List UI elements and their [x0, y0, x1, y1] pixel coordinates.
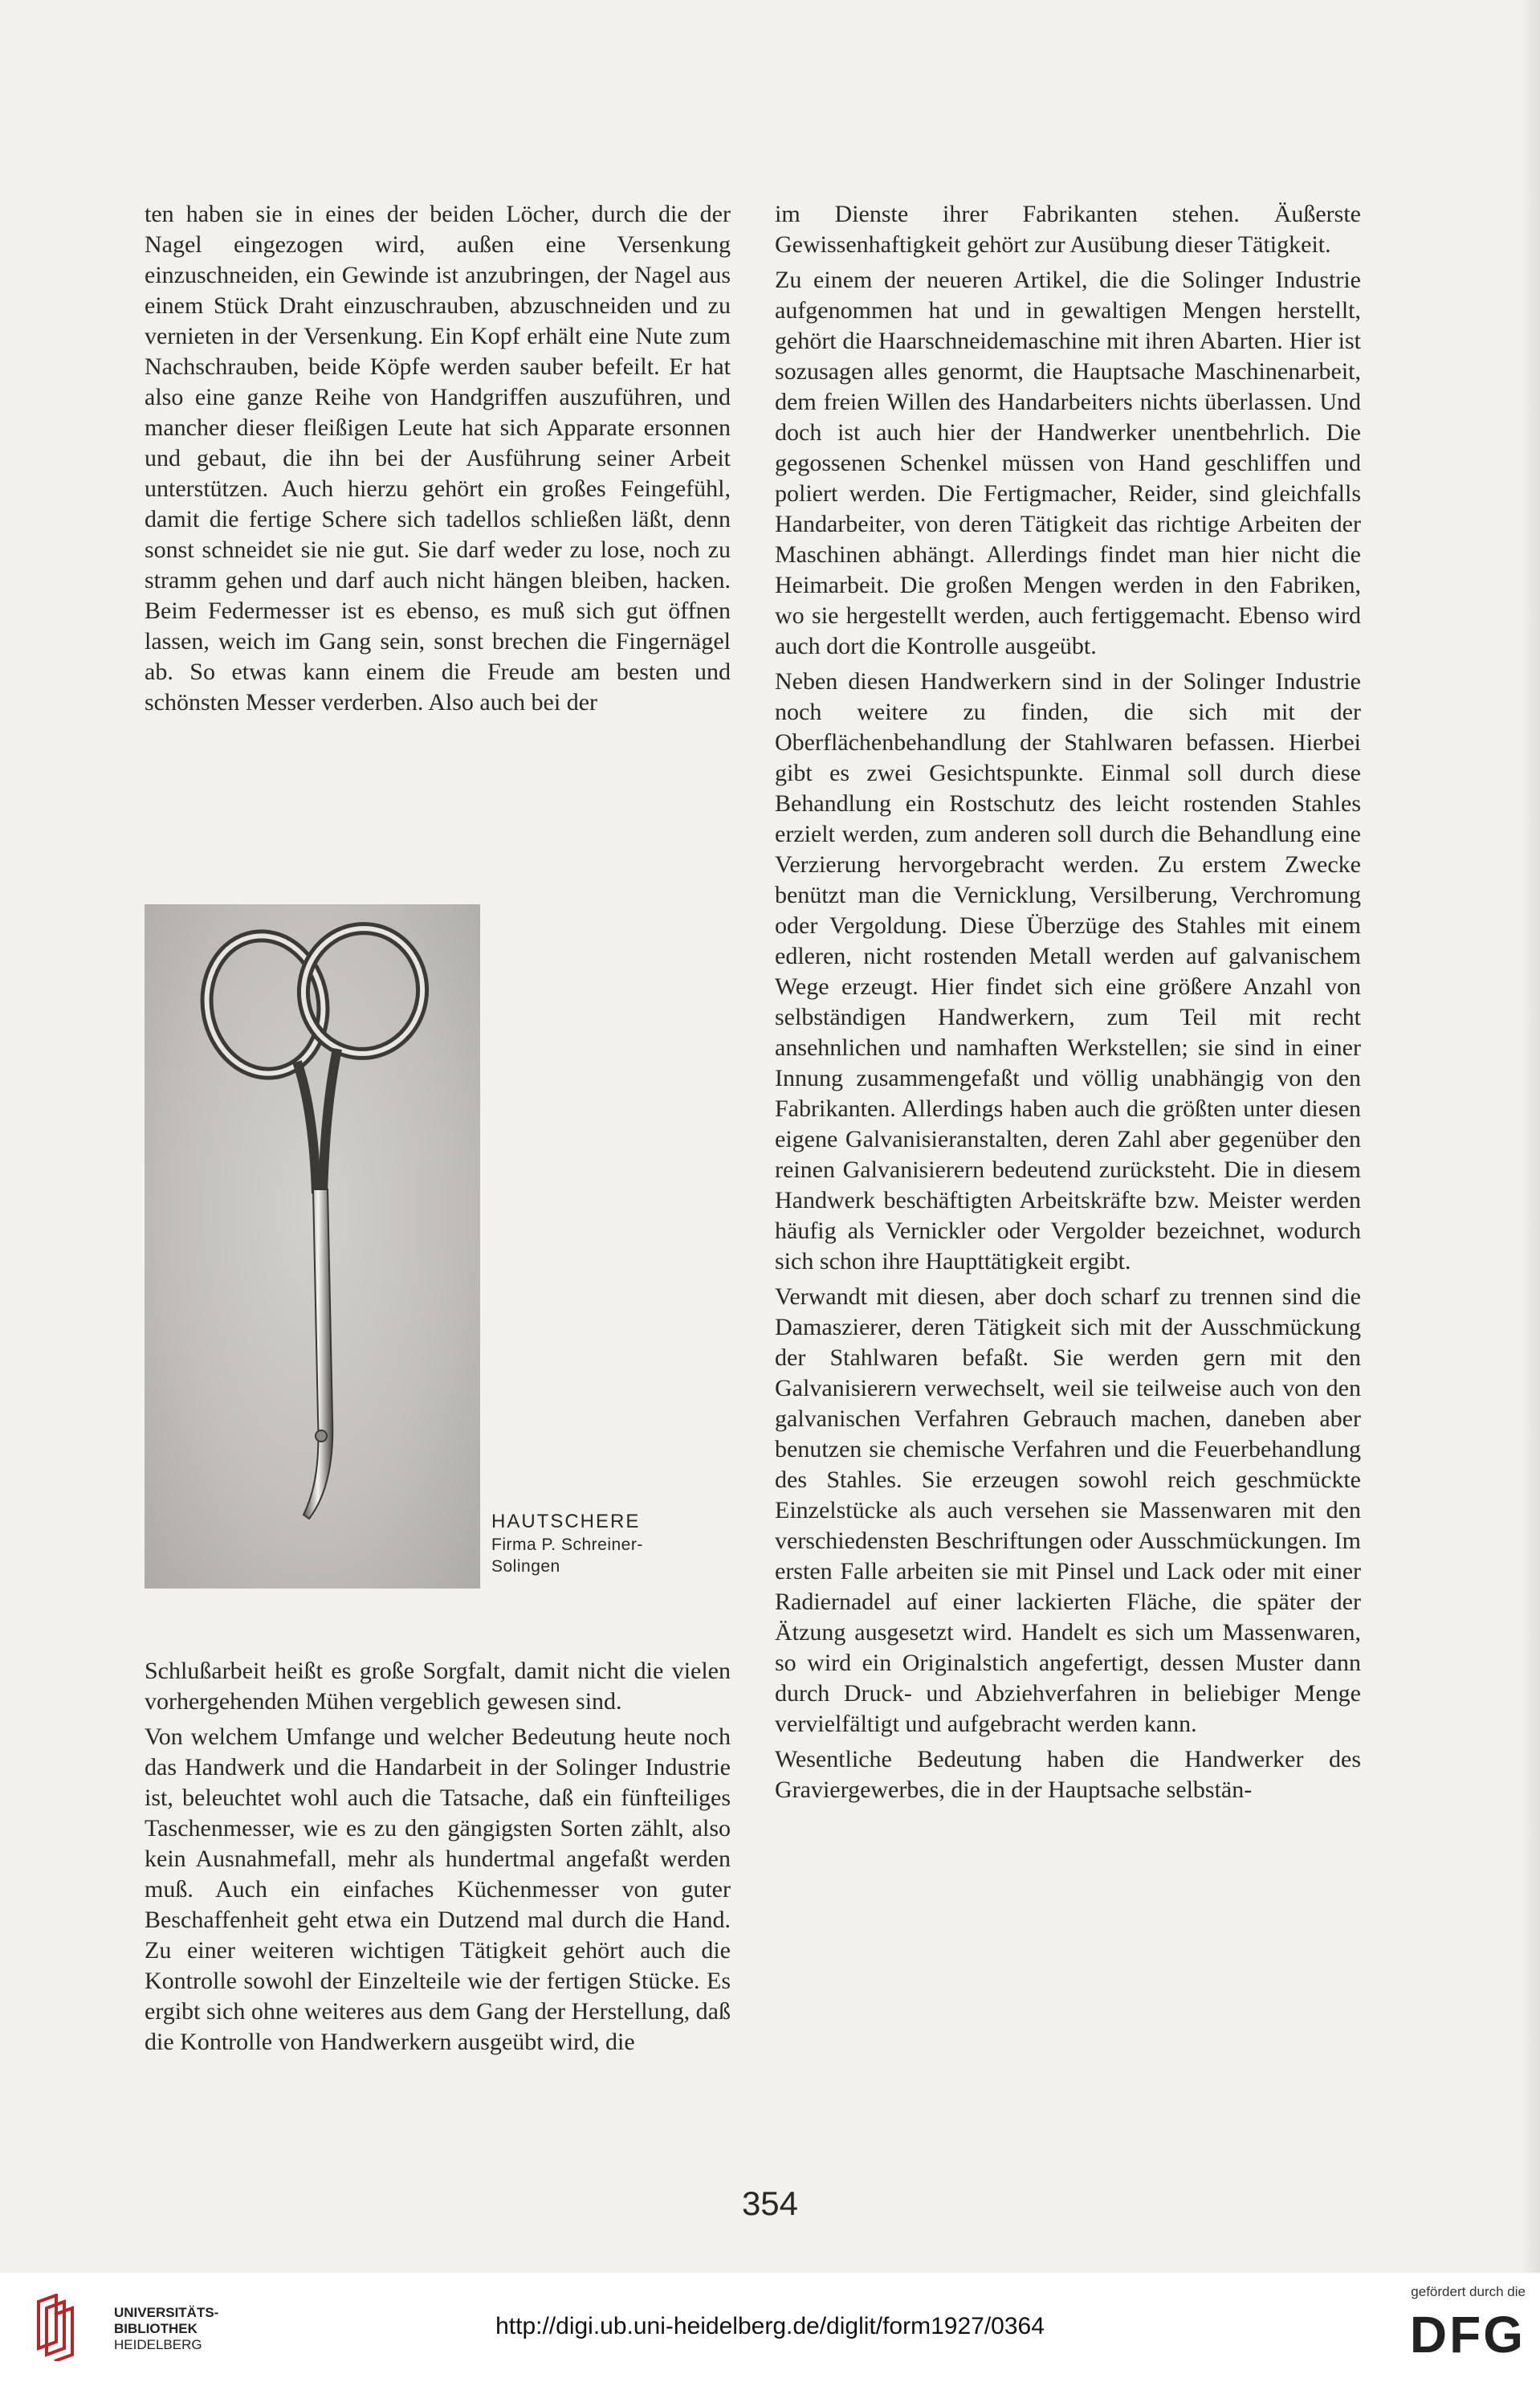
- funding-caption: gefördert durch die: [1411, 2284, 1526, 2299]
- caption-firm: Firma P. Schreiner-: [491, 1536, 643, 1554]
- caption-title: HAUTSCHERE: [491, 1511, 641, 1532]
- paragraph: Wesentliche Bedeutung haben die Handwerker des Graviergewerbes, die in der Hauptsache selbstän-: [775, 1746, 1361, 1803]
- dfg-logo[interactable]: [1365, 2284, 1526, 2372]
- library-name-line2: BIBLIOTHEK: [114, 2321, 198, 2336]
- left-column-bottom: [145, 1656, 731, 2062]
- paragraph: Zu einem der neueren Artikel, die die Solinger Industrie aufgenommen hat und in gewaltigen Mengen herstellt, gehört die Haarschneidemaschine mit ihren Abarten. Hier ist sozusagen alles genormt, die Hauptsache Maschinenarbeit, dem freien Willen des Handarbeiters nichts überlassen. Und doch ist auch hier der Handwerker unentbehrlich. Die gegossenen Schenkel müssen von Hand geschliffen und poliert werden. Die Fertigmacher, Reider, sind gleichfalls Handarbeiter, von deren Tätigkeit das richtige Arbeiten der Maschinen abhängt. Allerdings findet man hier nicht die Heimarbeit. Die großen Mengen werden in den Fabriken, wo sie hergestellt werden, auch fertiggemacht. Ebenso wird auch dort die Kontrolle ausgeübt.: [775, 267, 1361, 659]
- paragraph: Neben diesen Handwerkern sind in der Solinger Industrie noch weitere zu finden, die sich mit der Oberflächenbehandlung der Stahlwaren befassen. Hierbei gibt es zwei Gesichtspunkte. Einmal soll durch diese Behandlung ein Rostschutz des leicht rostenden Stahles erzielt werden, zum anderen soll durch die Behandlung eine Verzierung hervorgebracht werden. Zu erstem Zwecke benützt man die Vernicklung, Versilberung, Verchromung oder Vergoldung. Diese Überzüge des Stahles mit einem edleren, nicht rostenden Metall werden auf galvanischem Wege erzeugt. Hier findet sich eine größere Anzahl von selbständigen Handwerkern, zum Teil mit recht ansehnlichen und namhaften Werkstellen; sie sind in einer Innung zusammengefaßt und völlig unabhängig von den Fabrikanten. Allerdings haben auch die größten unter diesen eigene Galvanisieranstalten, deren Zahl aber gegenüber den reinen Galvanisierern bedeutend zurücksteht. Die in diesem Handwerk beschäftigten Arbeitskräfte bzw. Meister werden häufig als Vernickler oder Vergolder bezeichnet, wodurch sich schon ihre Haupttätigkeit ergibt.: [775, 668, 1361, 1275]
- paragraph: Verwandt mit diesen, aber doch scharf zu trennen sind die Damaszierer, deren Tätigkeit sich mit der Ausschmückung der Stahlwaren befaßt. Sie werden gern mit den Galvanisierern verwechselt, weil sie teilweise auch von den galvanischen Verfahren Gebrauch machen, daneben aber benutzen sie chemische Verfahren und die Feuerbehandlung des Stahles. Sie erzeugen sowohl reich geschmückte Einzelstücke als auch versehen sie Massenwaren mit den verschiedensten Beschriftungen oder Ausschmückungen. Im ersten Falle arbeiten sie mit Pinsel und Lack oder mit einer Radiernadel auf einer lackierten Fläche, die später der Ätzung ausgesetzt wird. Handelt es sich um Massenwaren, so wird ein Originalstich angefertigt, dessen Muster dann durch Druck- und Abziehverfahren in beliebiger Menge vervielfältigt und aufgebracht werden kann.: [775, 1283, 1361, 1737]
- scissors-icon: [145, 904, 480, 1589]
- page-edge-shadow: [1522, 0, 1540, 2273]
- right-column: [775, 199, 1361, 1810]
- scissors-photo: [145, 904, 480, 1589]
- permalink-url[interactable]: http://digi.ub.uni-heidelberg.de/diglit/form1927/0364: [495, 2313, 1045, 2339]
- paragraph: ten haben sie in eines der beiden Löcher, durch die der Nagel eingezogen wird, außen eine Versenkung einzuschneiden, ein Gewinde ist anzubringen, der Nagel aus einem Stück Draht einzuschrauben, abzuschneiden und zu vernieten in der Versenkung. Ein Kopf erhält eine Nute zum Nachschrauben, beide Köpfe werden sauber befeilt. Er hat also eine ganze Reihe von Handgriffen auszuführen, und mancher dieser fleißigen Leute hat sich Apparate ersonnen und gebaut, die ihn bei der Ausführung seiner Arbeit unterstützen. Auch hierzu gehört ein großes Feingefühl, damit die fertige Schere sich tadellos schließen läßt, denn sonst schneidet sie nie gut. Sie darf weder zu lose, noch zu stramm gehen und darf auch nicht hängen bleiben, hacken. Beim Federmesser ist es ebenso, es muß sich gut öffnen lassen, weich im Gang sein, sonst brechen die Fingernägel ab. So etwas kann einem die Freude am besten und schönsten Messer verderben. Also auch bei der: [145, 201, 731, 716]
- footer-bar: [0, 2273, 1540, 2382]
- dfg-wordmark: DFG: [1409, 2306, 1526, 2364]
- paragraph: im Dienste ihrer Fabrikanten stehen. Äußerste Gewissenhaftigkeit gehört zur Ausübung dieser Tätigkeit.: [775, 201, 1361, 258]
- page-number: 354: [741, 2184, 799, 2222]
- caption-city: Solingen: [491, 1557, 560, 1576]
- paragraph: Von welchem Umfange und welcher Bedeutung heute noch das Handwerk und die Handarbeit in der Solinger Industrie ist, beleuchtet wohl auch die Tatsache, daß ein fünfteiliges Taschenmesser, wie es zu den gängigsten Sorten zählt, also kein Ausnahmefall, mehr als hundertmal angefaßt werden muß. Auch ein einfaches Küchenmesser von guter Beschaffenheit geht etwa ein Dutzend mal durch die Hand. Zu einer weiteren wichtigen Tätigkeit gehört auch die Kontrolle sowohl der Einzelteile wie der fertigen Stücke. Es ergibt sich ohne weiteres aus dem Gang der Herstellung, daß die Kontrolle von Handwerkern ausgeübt wird, die: [145, 1723, 731, 2055]
- library-name-line3: HEIDELBERG: [114, 2337, 202, 2352]
- paragraph: Schlußarbeit heißt es große Sorgfalt, damit nicht die vielen vorhergehenden Mühen vergeblich gewesen sind.: [145, 1658, 731, 1715]
- left-column-top: [145, 199, 731, 723]
- library-name-line1: UNIVERSITÄTS-: [114, 2305, 219, 2320]
- figure-caption: [491, 1510, 700, 1577]
